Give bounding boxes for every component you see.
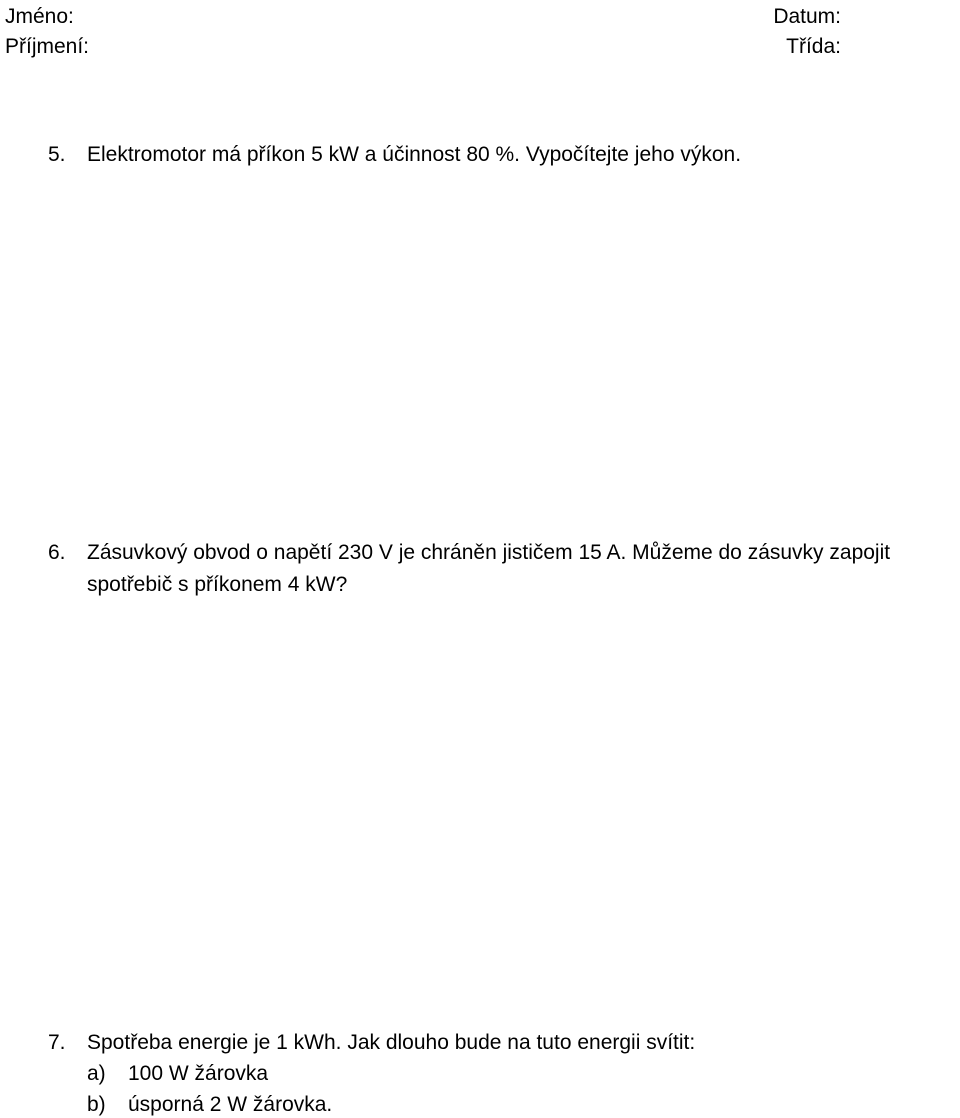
question-text: Spotřeba energie je 1 kWh. Jak dlouho bude na tuto energii svítit: [87, 1031, 696, 1054]
surname-label: Příjmení: [5, 35, 90, 58]
question-6 [48, 540, 890, 565]
subitem-letter: b) [87, 1093, 106, 1116]
subitem-letter: a) [87, 1062, 106, 1085]
question-6-continuation: spotřebič s příkonem 4 kW? [87, 573, 348, 596]
question-number: 5. [48, 143, 66, 166]
subitem-text: 100 W žárovka [128, 1062, 269, 1085]
question-text: Zásuvkový obvod o napětí 230 V je chráněn jističem 15 A. Můžeme do zásuvky zapojit [87, 541, 891, 564]
question-number: 6. [48, 541, 66, 564]
question-text: Elektromotor má příkon 5 kW a účinnost 80 %. Vypočítejte jeho výkon. [87, 143, 742, 166]
question-7 [48, 1030, 695, 1055]
question-7-subitem-a [87, 1061, 268, 1086]
question-5 [48, 142, 741, 167]
date-label: Datum: [773, 5, 841, 28]
question-7-subitem-b [87, 1092, 332, 1117]
subitem-text: úsporná 2 W žárovka. [128, 1093, 333, 1116]
name-label: Jméno: [5, 5, 74, 28]
class-label: Třída: [786, 35, 841, 58]
question-number: 7. [48, 1031, 66, 1054]
